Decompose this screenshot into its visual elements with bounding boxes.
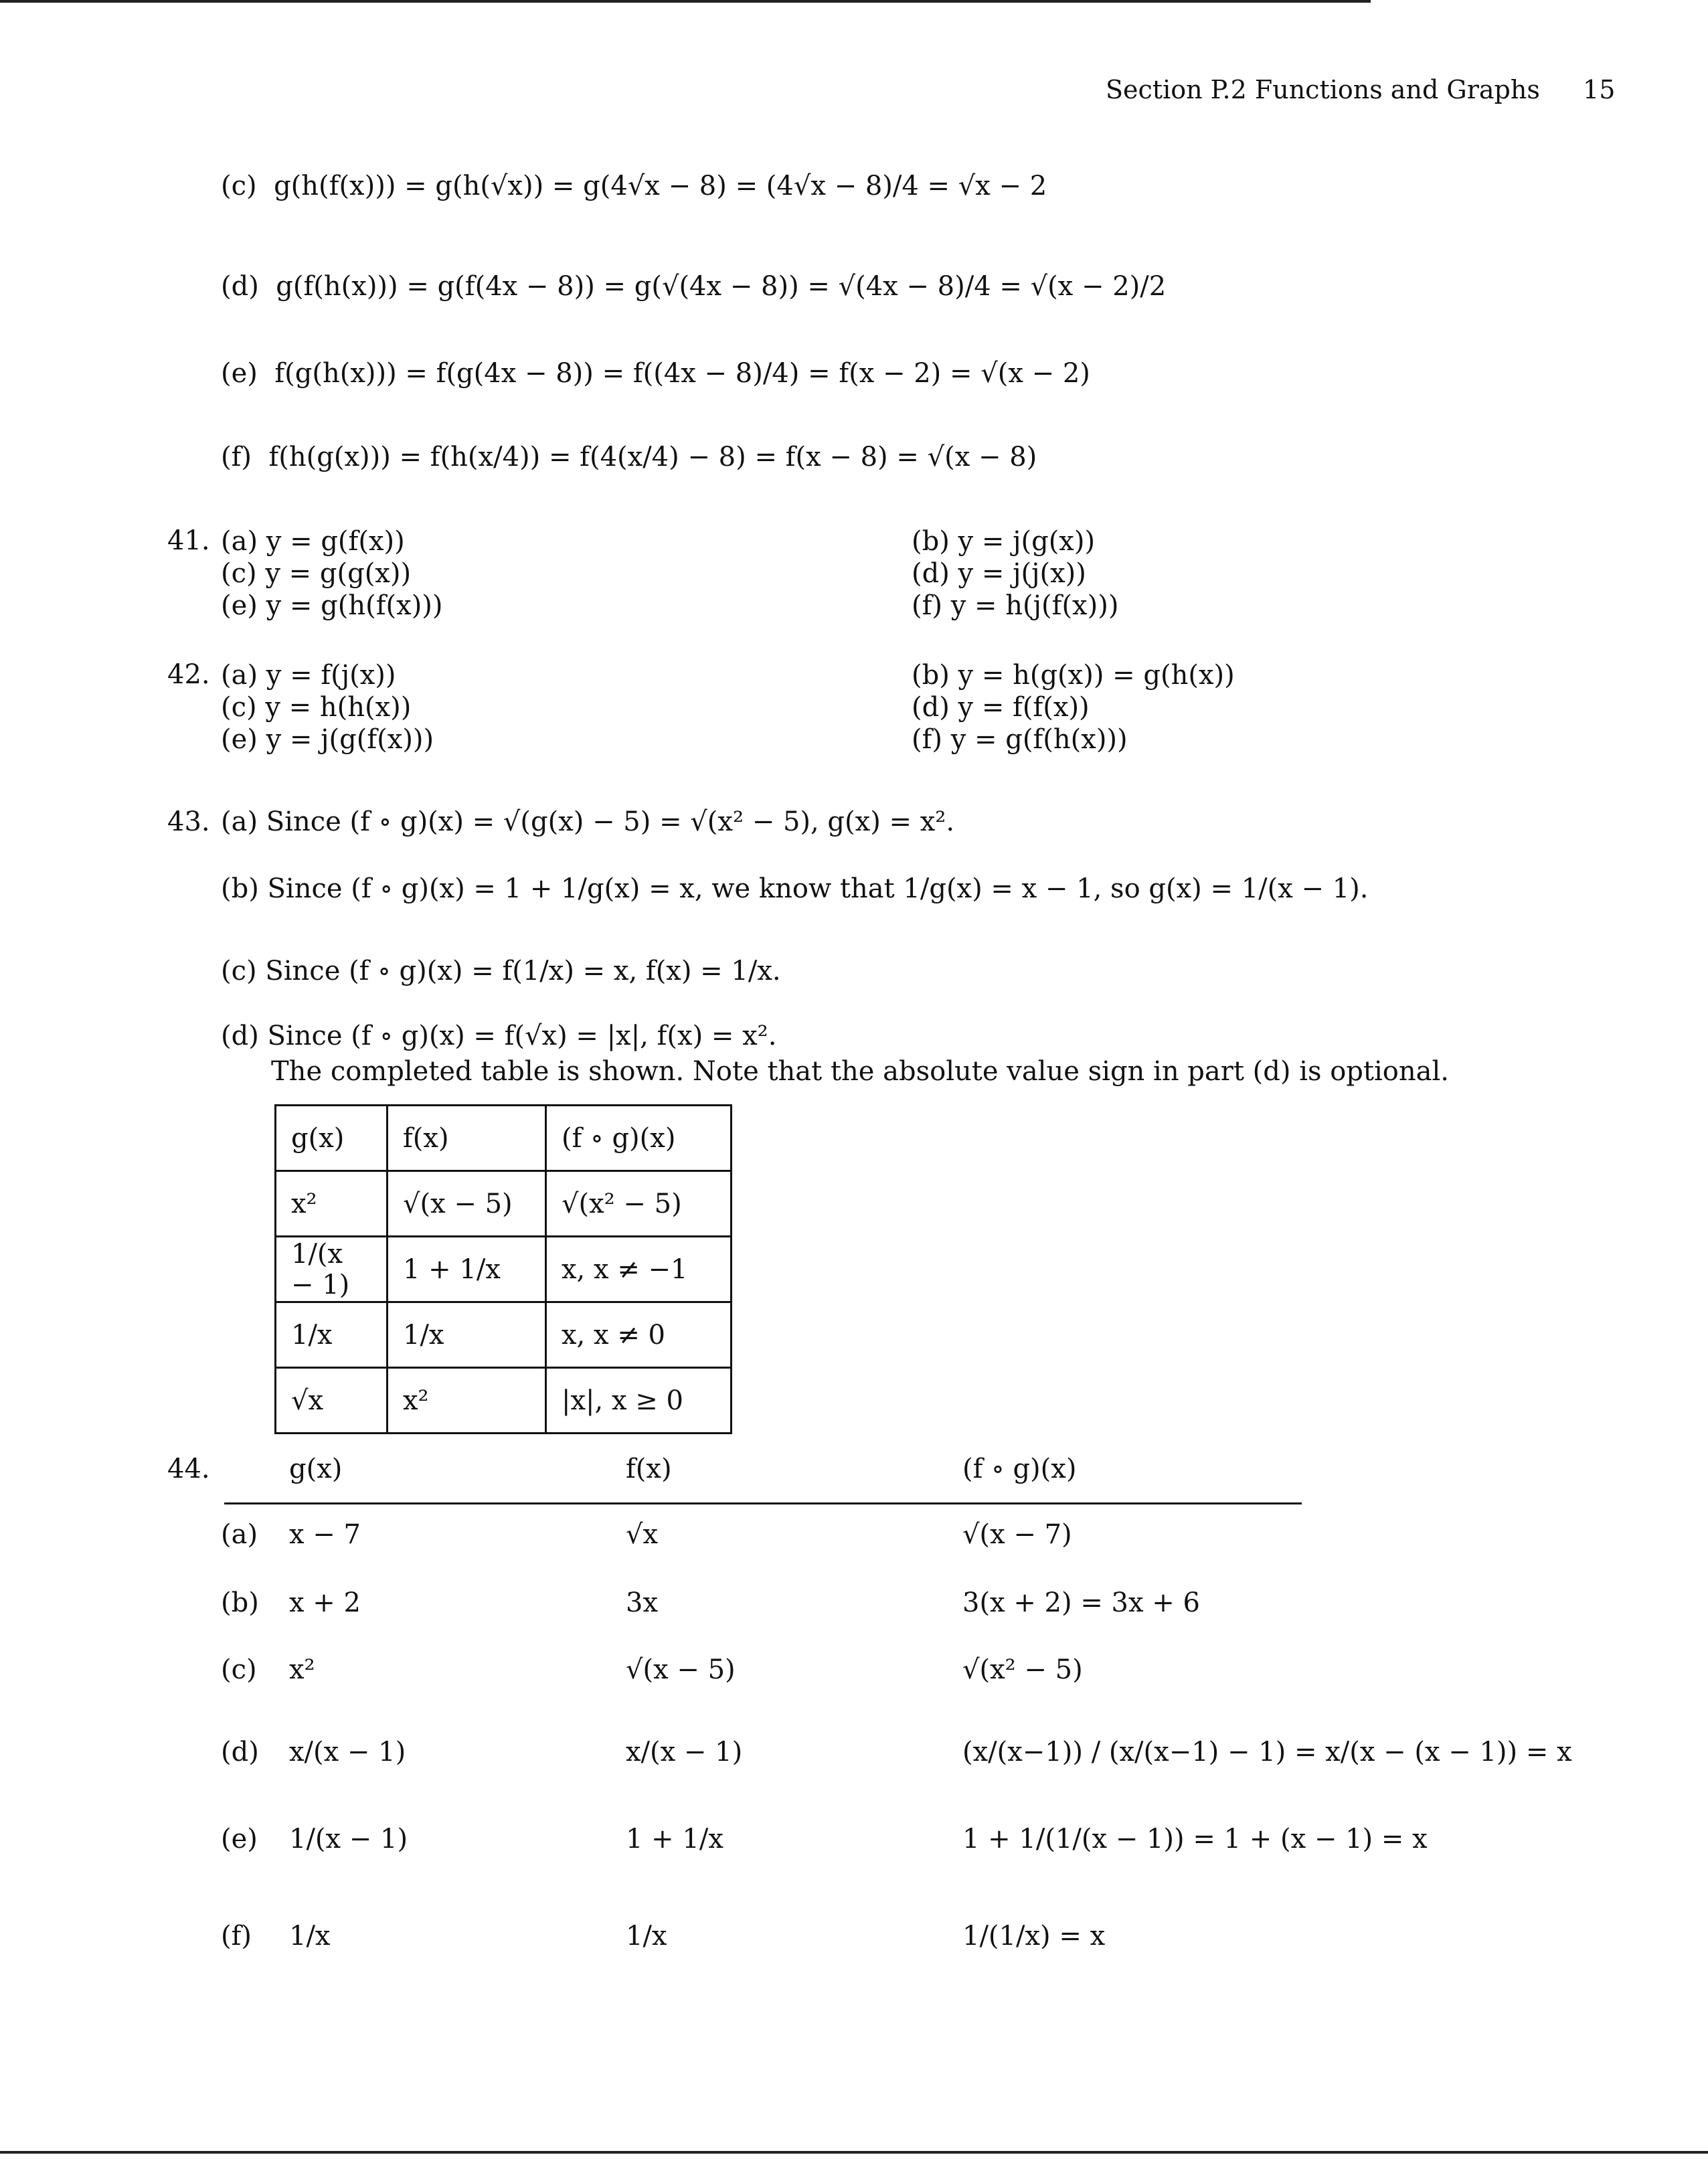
ex44-header-rule — [224, 1502, 1302, 1504]
ex41-number: 41. — [167, 525, 210, 556]
row-gx: x − 7 — [289, 1519, 361, 1550]
row-label: (f) — [221, 1921, 252, 1952]
cell: 1/x — [276, 1302, 388, 1368]
cell: |x|, x ≥ 0 — [546, 1368, 732, 1434]
ex41-e: (e) y = g(h(f(x))) — [221, 590, 443, 621]
ex41-right — [912, 525, 1118, 622]
row-fx: 1/x — [626, 1921, 667, 1952]
ex44-header-fgx: (f ∘ g)(x) — [962, 1454, 1077, 1484]
row-fgx: 3(x + 2) = 3x + 6 — [962, 1587, 1200, 1618]
header-gx: g(x) — [276, 1106, 388, 1171]
row-fx: 3x — [626, 1587, 659, 1618]
label: (c) — [221, 171, 257, 201]
row-fgx: √(x² − 5) — [962, 1654, 1083, 1685]
label: (f) — [221, 442, 252, 472]
ex42-right — [912, 659, 1235, 756]
table-header-row — [276, 1106, 732, 1171]
completed-table — [274, 1104, 732, 1434]
ex42-d: (d) y = f(f(x)) — [912, 692, 1090, 723]
ex43-b: (b) Since (f ∘ g)(x) = 1 + 1/g(x) = x, we know that 1/g(x) = x − 1, so g(x) = 1/(x − 1). — [221, 873, 1369, 904]
table-row — [276, 1368, 732, 1434]
ex42-e: (e) y = j(g(f(x))) — [221, 724, 434, 755]
cell: x, x ≠ 0 — [546, 1302, 732, 1368]
equation: g(h(f(x))) = g(h(√x)) = g(4√x − 8) = (4√x − 8)/4 = √x − 2 — [274, 171, 1047, 201]
cell: √(x − 5) — [388, 1171, 546, 1237]
table-row — [276, 1171, 732, 1237]
row-gx: x/(x − 1) — [289, 1737, 406, 1767]
ex44-number: 44. — [167, 1454, 210, 1484]
header-fgx: (f ∘ g)(x) — [546, 1106, 732, 1171]
cell: √(x² − 5) — [546, 1171, 732, 1237]
label: (e) — [221, 358, 258, 389]
row-fgx: √(x − 7) — [962, 1519, 1072, 1550]
equation: g(f(h(x))) = g(f(4x − 8)) = g(√(4x − 8)) = √(4x − 8)/4 = √(x − 2)/2 — [276, 271, 1167, 302]
ex42-b: (b) y = h(g(x)) = g(h(x)) — [912, 660, 1235, 691]
page-number: 15 — [1583, 75, 1616, 104]
table-row — [276, 1302, 732, 1368]
equation: f(h(g(x))) = f(h(x/4)) = f(4(x/4) − 8) = f(x − 8) = √(x − 8) — [268, 442, 1037, 472]
row-gx: 1/(x − 1) — [289, 1824, 408, 1854]
section-title: Section P.2 Functions and Graphs — [1106, 75, 1540, 104]
ex42-f: (f) y = g(f(h(x))) — [912, 724, 1128, 755]
ex42-number: 42. — [167, 659, 210, 690]
ex41-c: (c) y = g(g(x)) — [221, 558, 412, 589]
row-fx: √(x − 5) — [626, 1654, 736, 1685]
row-label: (b) — [221, 1587, 259, 1618]
row-label: (c) — [221, 1654, 257, 1685]
ex40-f — [221, 442, 1037, 472]
row-label: (e) — [221, 1824, 258, 1854]
ex44-header-fx: f(x) — [626, 1454, 672, 1484]
ex40-c — [221, 171, 1047, 201]
row-label: (a) — [221, 1519, 258, 1550]
equation: f(g(h(x))) = f(g(4x − 8)) = f((4x − 8)/4) = f(x − 2) = √(x − 2) — [274, 358, 1090, 389]
ex40-d — [221, 271, 1166, 302]
row-fgx: 1/(1/x) = x — [962, 1921, 1106, 1952]
row-fx: √x — [626, 1519, 659, 1550]
ex43-d: (d) Since (f ∘ g)(x) = f(√x) = |x|, f(x) = x². — [221, 1021, 777, 1051]
ex41-f: (f) y = h(j(f(x))) — [912, 590, 1119, 621]
table-row — [276, 1237, 732, 1302]
cell: x² — [276, 1171, 388, 1237]
row-fx: x/(x − 1) — [626, 1737, 743, 1767]
row-label: (d) — [221, 1737, 259, 1767]
ex41-a: (a) y = g(f(x)) — [221, 526, 405, 557]
bottom-rule — [0, 2151, 1708, 2154]
cell: x² — [388, 1368, 546, 1434]
row-fgx: (x/(x−1)) / (x/(x−1) − 1) = x/(x − (x − 1)) = x — [962, 1737, 1572, 1767]
ex44-header-gx: g(x) — [289, 1454, 343, 1484]
cell: √x — [276, 1368, 388, 1434]
ex42-c: (c) y = h(h(x)) — [221, 692, 412, 723]
row-gx: x² — [289, 1654, 315, 1685]
ex40-e — [221, 358, 1090, 389]
cell: 1/x — [388, 1302, 546, 1368]
running-header — [1106, 75, 1615, 104]
ex41-left — [221, 525, 443, 622]
ex41-b: (b) y = j(g(x)) — [912, 526, 1096, 557]
cell: 1 + 1/x — [388, 1237, 546, 1302]
header-fx: f(x) — [388, 1106, 546, 1171]
row-fx: 1 + 1/x — [626, 1824, 723, 1854]
row-gx: 1/x — [289, 1921, 331, 1952]
ex42-left — [221, 659, 434, 756]
cell: 1/(x − 1) — [276, 1237, 388, 1302]
ex43-note: The completed table is shown. Note that the absolute value sign in part (d) is optional. — [271, 1056, 1449, 1087]
cell: x, x ≠ −1 — [546, 1237, 732, 1302]
ex41-d: (d) y = j(j(x)) — [912, 558, 1086, 589]
row-gx: x + 2 — [289, 1587, 361, 1618]
label: (d) — [221, 271, 259, 302]
ex43-c: (c) Since (f ∘ g)(x) = f(1/x) = x, f(x) = 1/x. — [221, 956, 781, 986]
top-rule — [0, 0, 1371, 3]
ex42-a: (a) y = f(j(x)) — [221, 660, 396, 691]
row-fgx: 1 + 1/(1/(x − 1)) = 1 + (x − 1) = x — [962, 1824, 1428, 1854]
ex43-a: (a) Since (f ∘ g)(x) = √(g(x) − 5) = √(x² − 5), g(x) = x². — [221, 806, 955, 837]
ex43-number: 43. — [167, 806, 210, 837]
